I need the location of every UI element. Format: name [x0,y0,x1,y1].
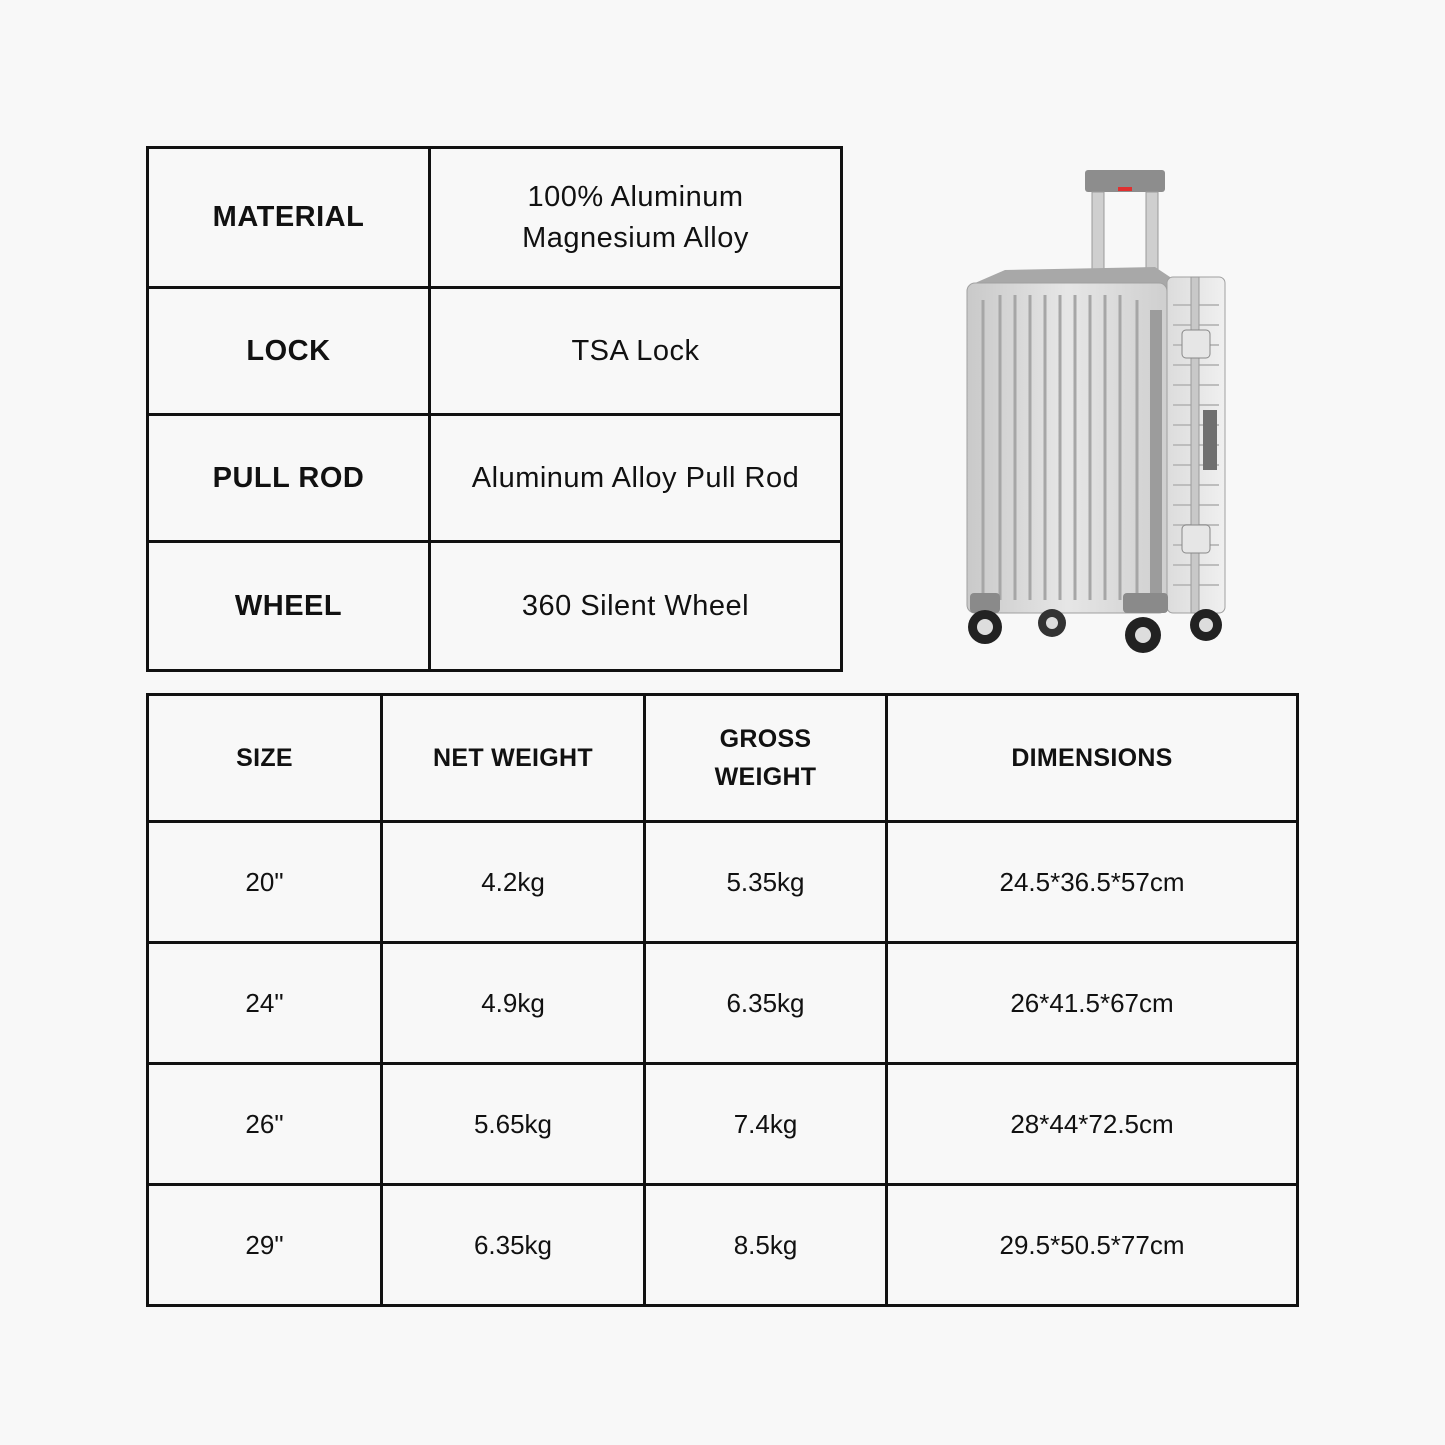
cell-gross-weight: 7.4kg [645,1064,887,1185]
header-size: SIZE [148,695,382,822]
spec-row-pull-rod [148,415,842,542]
spec-row-lock [148,288,842,415]
table-row [148,1064,1298,1185]
header-net-weight: NET WEIGHT [382,695,645,822]
spec-label: MATERIAL [148,148,430,288]
luggage-icon [955,165,1235,660]
spec-row-wheel [148,542,842,671]
spec-value: TSA Lock [430,288,842,415]
cell-net-weight: 4.2kg [382,822,645,943]
spec-value: Aluminum Alloy Pull Rod [430,415,842,542]
spec-label: WHEEL [148,542,430,671]
table-row [148,943,1298,1064]
header-dimensions: DIMENSIONS [887,695,1298,822]
spec-label: PULL ROD [148,415,430,542]
cell-size: 20" [148,822,382,943]
cell-gross-weight: 8.5kg [645,1185,887,1306]
spec-label: LOCK [148,288,430,415]
cell-net-weight: 6.35kg [382,1185,645,1306]
cell-dimensions: 24.5*36.5*57cm [887,822,1298,943]
cell-net-weight: 5.65kg [382,1064,645,1185]
cell-size: 26" [148,1064,382,1185]
cell-gross-weight: 6.35kg [645,943,887,1064]
cell-gross-weight: 5.35kg [645,822,887,943]
table-row [148,822,1298,943]
cell-dimensions: 28*44*72.5cm [887,1064,1298,1185]
table-row [148,1185,1298,1306]
spec-value [430,148,842,288]
cell-net-weight: 4.9kg [382,943,645,1064]
cell-dimensions: 29.5*50.5*77cm [887,1185,1298,1306]
spec-table [146,146,843,672]
cell-size: 24" [148,943,382,1064]
header-line: GROSS [719,725,812,753]
cell-dimensions: 26*41.5*67cm [887,943,1298,1064]
spec-value-line: Magnesium Alloy [522,221,749,254]
header-line: WEIGHT [714,763,817,791]
spec-row-material [148,148,842,288]
size-table [146,693,1299,1307]
spec-value: 360 Silent Wheel [430,542,842,671]
size-table-header [148,695,1298,822]
spec-value-line: 100% Aluminum [527,180,744,213]
cell-size: 29" [148,1185,382,1306]
header-gross-weight [645,695,887,822]
